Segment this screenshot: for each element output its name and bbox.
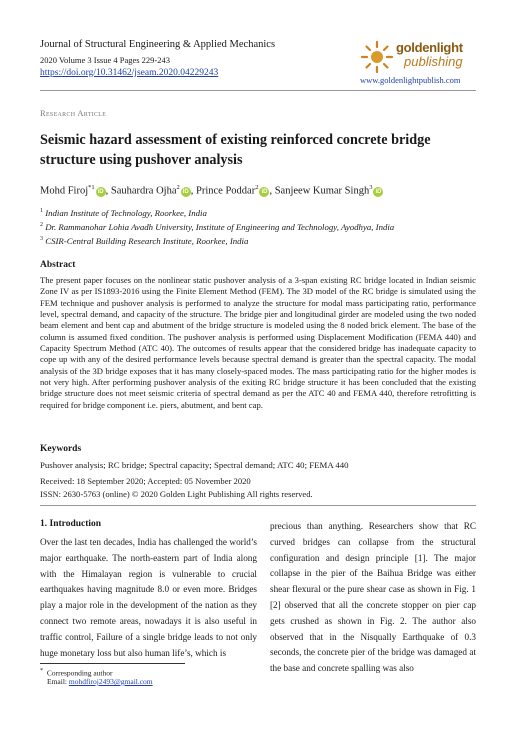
doi-link[interactable]: https://doi.org/10.31462/jseam.2020.04229243 xyxy=(40,68,219,78)
paper-title: Seismic hazard assessment of existing reinforced concrete bridge structure using pushover analysis xyxy=(40,132,431,168)
author-affil-marker: 2 xyxy=(255,184,259,191)
volume-issue-pages: 2020 Volume 3 Issue 4 Pages 229-243 xyxy=(40,55,171,65)
orcid-icon[interactable]: iD xyxy=(97,188,104,195)
author-affil-marker: 3 xyxy=(369,184,373,191)
publisher-url[interactable]: www.goldenlightpublish.com xyxy=(360,75,461,85)
publisher-logo[interactable] xyxy=(360,38,480,74)
affiliation-text: CSIR-Central Building Research Institute, Roorkee, India xyxy=(45,236,249,246)
orcid-icon[interactable]: iD xyxy=(375,188,382,195)
keywords-heading: Keywords xyxy=(40,444,82,454)
footnote-divider xyxy=(40,663,185,664)
article-type: Research Article xyxy=(40,108,107,118)
orcid-icon[interactable]: iD xyxy=(182,188,189,195)
journal-name: Journal of Structural Engineering & Applied Mechanics xyxy=(40,39,276,50)
footnote-email-label: Email: xyxy=(47,677,69,686)
introduction-left-column: Over the last ten decades, India has challenged the world’s major earthquake. The north-eastern part of India along with the Himalayan region is vulnerable to crucial earthquakes having magnitude 8.0 or even more. Bridges play a major role in the development of the nation as they connect two remote areas, nowadays it is also useful in traffic control, Failure of a single bridge leads to not only huge monetary loss but also human life’s, which is xyxy=(40,537,257,658)
corresponding-email-link[interactable]: mohdfiroj2493@gmail.com xyxy=(68,677,153,686)
abstract-heading: Abstract xyxy=(40,260,76,270)
publisher-logo-mark-icon xyxy=(360,40,394,74)
orcid-icon[interactable]: iD xyxy=(261,188,268,195)
header-divider xyxy=(40,90,476,91)
affiliation-text: Indian Institute of Technology, Roorkee, India xyxy=(45,208,207,218)
affiliation-3 xyxy=(40,236,248,246)
affiliation-number: 3 xyxy=(40,236,43,243)
author-name: Sanjeew Kumar Singh xyxy=(274,185,370,197)
author-affil-marker: *1 xyxy=(88,184,95,191)
footnote-corresponding xyxy=(40,667,113,678)
affiliation-number: 1 xyxy=(40,208,43,215)
affiliation-text: Dr. Rammanohar Lohia Avadh University, Institute of Engineering and Technology, Ayodhya, India xyxy=(45,222,395,232)
publisher-logo-line1: goldenlight xyxy=(396,40,463,55)
footnote-label: Corresponding author xyxy=(46,668,113,678)
introduction-heading: 1. Introduction xyxy=(40,519,102,529)
author-name: Sauhardra Ojha xyxy=(110,185,177,197)
affiliation-number: 2 xyxy=(40,222,43,229)
body-divider xyxy=(40,505,476,506)
author-name: Prince Poddar xyxy=(196,185,256,197)
author-name: Mohd Firoj xyxy=(40,185,89,197)
issn-copyright: ISSN: 2630-5763 (online) © 2020 Golden Light Publishing All rights reserved. xyxy=(40,489,313,499)
affiliation-2 xyxy=(40,222,394,232)
publisher-logo-line2: publishing xyxy=(404,54,463,69)
received-accepted-dates: Received: 18 September 2020; Accepted: 05 November 2020 xyxy=(40,476,251,486)
affiliation-1 xyxy=(40,208,207,218)
footnote-marker: * xyxy=(40,667,44,674)
keywords-text: Pushover analysis; RC bridge; Spectral capacity; Spectral demand; ATC 40; FEMA 440 xyxy=(40,460,349,470)
author-list: Mohd Firoj$^{*1}$iD , Sauhardra Ojha$^2$iD , Prince Poddar$^2$iD , Sanjeew Kumar Singh$^3$iD xyxy=(40,184,382,197)
footnote-email xyxy=(47,677,153,686)
author-affil-marker: 2 xyxy=(176,184,180,191)
abstract-text: The present paper focuses on the nonlinear static pushover analysis of a 3-span existing RC bridge located in Indian seismic Zone IV as per IS1893-2016 using the Finite Element Method (FEM). The 3D model of the RC bridge is simulated using the FEM technique and pushover analysis is performed to analyze the structure for modal mass participating ratio, performance level, spectral demand, and capacity of the structure. The bridge pier and longitudinal girder are modeled using the two noded beam element and bent cap and abutment of the bridge structure is modeled using the 8 noded brick element. The base of the column is assumed fixed condition. The pushover analysis is performed using Displacement Modification (FEMA 440) and Capacity Spectrum Method (ATC 40). The outcomes of results appear that the considered bridge has inadequate capacity to cope up with any of the desired performance levels because spectral demand is greater than the spectral capacity. The modal analysis of the 3D bridge exposes that it has many closely-spaced modes. The mass participating ratio for the higher modes is not very high. After performing pushover analysis of the exiting RC bridge structure it has been concluded that the existing bridge structure does not meet seismic criteria of spectral demand as per the ATC 40 and FEMA 440, therefore retrofitting is required for bridge component i.e. piers, abutment, and bent cap. xyxy=(40,275,476,410)
introduction-right-column: precious than anything. Researchers show that RC curved bridges can collapse from the structural configuration and design principle [1]. The major collapse in the pier of the Baihua Bridge was either shear flexural or the pure shear case as shown in Fig. 1 [2] observed that all the concrete stopper on pier cap gets crushed as shown in Fig. 2. The author also observed that in the Nisqually Earthquake of 0.3 seconds, the concrete pier of the bridge was damaged at the base and concrete spalling was also xyxy=(270,521,476,674)
